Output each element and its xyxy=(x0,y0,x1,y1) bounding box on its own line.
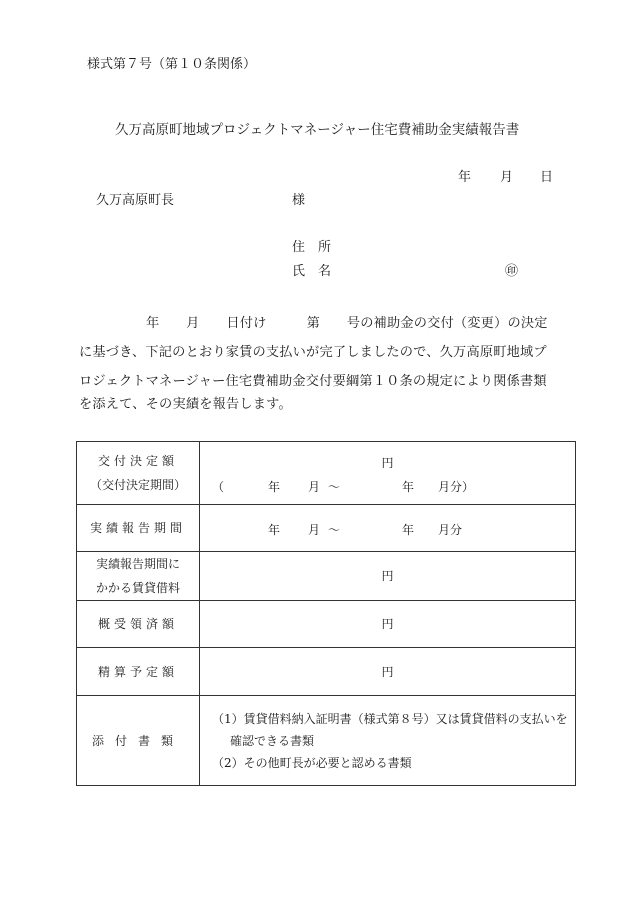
report-month2: 月分 xyxy=(438,523,463,537)
row-settlement-amount xyxy=(77,648,576,696)
date-day: 日 xyxy=(540,170,554,185)
label-received-amount: 概受領済額 xyxy=(77,601,200,648)
row-rent-amount xyxy=(77,552,576,601)
form-number: 様式第７号（第１０条関係） xyxy=(87,57,257,72)
name-label: 氏 名 xyxy=(292,264,332,279)
body-line-4: を添えて、その実績を報告します。 xyxy=(79,397,292,412)
report-month1: 月 xyxy=(308,523,321,537)
report-period xyxy=(200,518,575,538)
addressee-honorific: 様 xyxy=(292,193,306,208)
label-settlement-amount: 精算予定額 xyxy=(77,648,200,696)
label-attachments: 添付書類 xyxy=(77,696,200,786)
report-tilde: ～ xyxy=(328,523,341,537)
report-year2: 年 xyxy=(402,523,415,537)
period-month1: 月 xyxy=(308,480,321,494)
document-title: 久万高原町地域プロジェクトマネージャー住宅費補助金実績報告書 xyxy=(115,122,520,138)
seal-mark: ㊞ xyxy=(505,264,519,279)
label-rent-amount xyxy=(77,552,200,601)
value-report-period xyxy=(200,505,576,552)
attachment-item-1-cont: 確認できる書類 xyxy=(230,733,315,748)
label-grant-decision xyxy=(77,442,200,505)
row-received-amount xyxy=(77,601,576,648)
period-open: （ xyxy=(212,480,225,494)
addressee-name: 久万高原町長 xyxy=(96,193,175,208)
body-line-1: 年 月 日付け 第 号の補助金の交付（変更）の決定 xyxy=(146,316,548,331)
attachment-item-1: （1）賃貸借料納入証明書（様式第８号）又は賃貸借料の支払いを xyxy=(212,711,568,726)
value-attachments xyxy=(200,696,576,786)
grant-period xyxy=(200,475,575,495)
label-grant-period-text: （交付決定期間） xyxy=(89,478,186,492)
value-grant-decision xyxy=(200,442,576,505)
row-report-period xyxy=(77,505,576,552)
date-month: 月 xyxy=(500,170,514,185)
rent-amount-yen: 円 xyxy=(200,552,576,601)
address-label: 住 所 xyxy=(292,240,332,255)
report-table xyxy=(76,441,576,786)
label-rent-amount-line2: かかる賃貸借料 xyxy=(95,581,180,595)
received-amount-yen: 円 xyxy=(200,601,576,648)
attachment-item-2: （2）その他町長が必要と認める書類 xyxy=(212,755,412,770)
period-year2: 年 xyxy=(402,480,415,494)
label-grant-decision-text: 交付決定額 xyxy=(97,454,178,468)
label-report-period: 実績報告期間 xyxy=(77,505,200,552)
report-year1: 年 xyxy=(268,523,281,537)
grant-amount-yen: 円 xyxy=(381,456,394,470)
date-year: 年 xyxy=(458,170,472,185)
body-line-3: ロジェクトマネージャー住宅費補助金交付要綱第１０条の規定により関係書類 xyxy=(79,374,547,389)
body-line-2: に基づき、下記のとおり家賃の支払いが完了しましたので、久万高原町地域プ xyxy=(79,345,547,360)
label-rent-amount-line1: 実績報告期間に xyxy=(95,557,180,571)
period-year1: 年 xyxy=(268,480,281,494)
period-month2: 月分） xyxy=(438,480,475,494)
settlement-amount-yen: 円 xyxy=(200,648,576,696)
row-grant-decision xyxy=(77,442,576,505)
period-tilde: ～ xyxy=(328,480,341,494)
row-attachments xyxy=(77,696,576,786)
